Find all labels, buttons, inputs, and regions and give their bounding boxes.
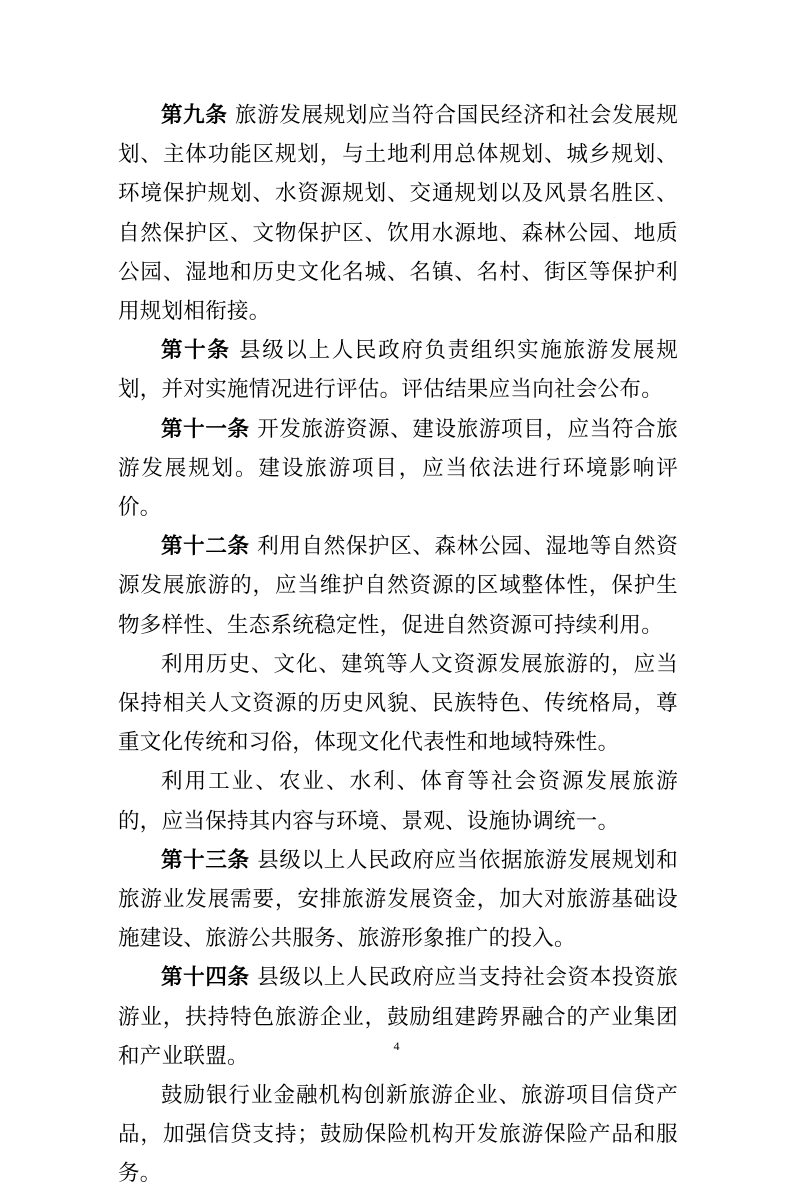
- paragraph-article-11: [118, 410, 678, 528]
- paragraph-text: 开发旅游资源、建设旅游项目，应当符合旅游发展规划。建设旅游项目，应当依法进行环境影响评价。: [118, 416, 679, 521]
- paragraph-text: 县级以上人民政府负责组织实施旅游发展规划，并对实施情况进行评估。评估结果应当向社会公布。: [118, 338, 678, 403]
- paragraph-article-9: [118, 96, 678, 331]
- paragraph-article-12: [118, 527, 678, 645]
- article-number: 第十条: [161, 338, 231, 364]
- paragraph-text: 利用工业、农业、水利、体育等社会资源发展旅游的，应当保持其内容与环境、景观、设施协调统一。: [118, 769, 678, 834]
- paragraph-article-12-clause-2: [118, 645, 678, 763]
- paragraph-article-10: [118, 331, 678, 409]
- article-number: 第十一条: [161, 416, 250, 442]
- paragraph-text: 县级以上人民政府应当依据旅游发展规划和旅游业发展需要，安排旅游发展资金，加大对旅游基础设施建设、旅游公共服务、旅游形象推广的投入。: [118, 847, 679, 952]
- page-number: 4: [393, 1039, 400, 1053]
- document-body: [118, 96, 678, 1194]
- paragraph-article-13: [118, 841, 678, 959]
- paragraph-article-12-clause-3: [118, 762, 678, 840]
- paragraph-text: 利用自然保护区、森林公园、湿地等自然资源发展旅游的，应当维护自然资源的区域整体性，保护生物多样性、生态系统稳定性，促进自然资源可持续利用。: [118, 534, 679, 638]
- paragraph-article-14-clause-2: [118, 1076, 678, 1194]
- article-number: 第十二条: [161, 534, 250, 560]
- paragraph-text: 利用历史、文化、建筑等人文资源发展旅游的，应当保持相关人文资源的历史风貌、民族特色、传统格局，尊重文化传统和习俗，体现文化代表性和地域特殊性。: [118, 651, 678, 756]
- article-number: 第九条: [161, 103, 228, 128]
- paragraph-text: 县级以上人民政府应当支持社会资本投资旅游业，扶持特色旅游企业，鼓励组建跨界融合的产业集团和产业联盟。: [118, 965, 679, 1069]
- paragraph-article-14: [118, 958, 678, 1076]
- article-number: 第十三条: [161, 847, 250, 873]
- paragraph-text: 鼓励银行业金融机构创新旅游企业、旅游项目信贷产品，加强信贷支持；鼓励保险机构开发旅游保险产品和服务。: [118, 1083, 678, 1187]
- article-number: 第十四条: [161, 965, 250, 991]
- paragraph-text: 旅游发展规划应当符合国民经济和社会发展规划、主体功能区规划，与土地利用总体规划、城乡规划、环境保护规划、水资源规划、交通规划以及风景名胜区、自然保护区、文物保护区、饮用水源地、森林公园、地质公园、湿地和历史文化名城、名镇、名村、街区等保护利用规划相衔接。: [118, 103, 679, 325]
